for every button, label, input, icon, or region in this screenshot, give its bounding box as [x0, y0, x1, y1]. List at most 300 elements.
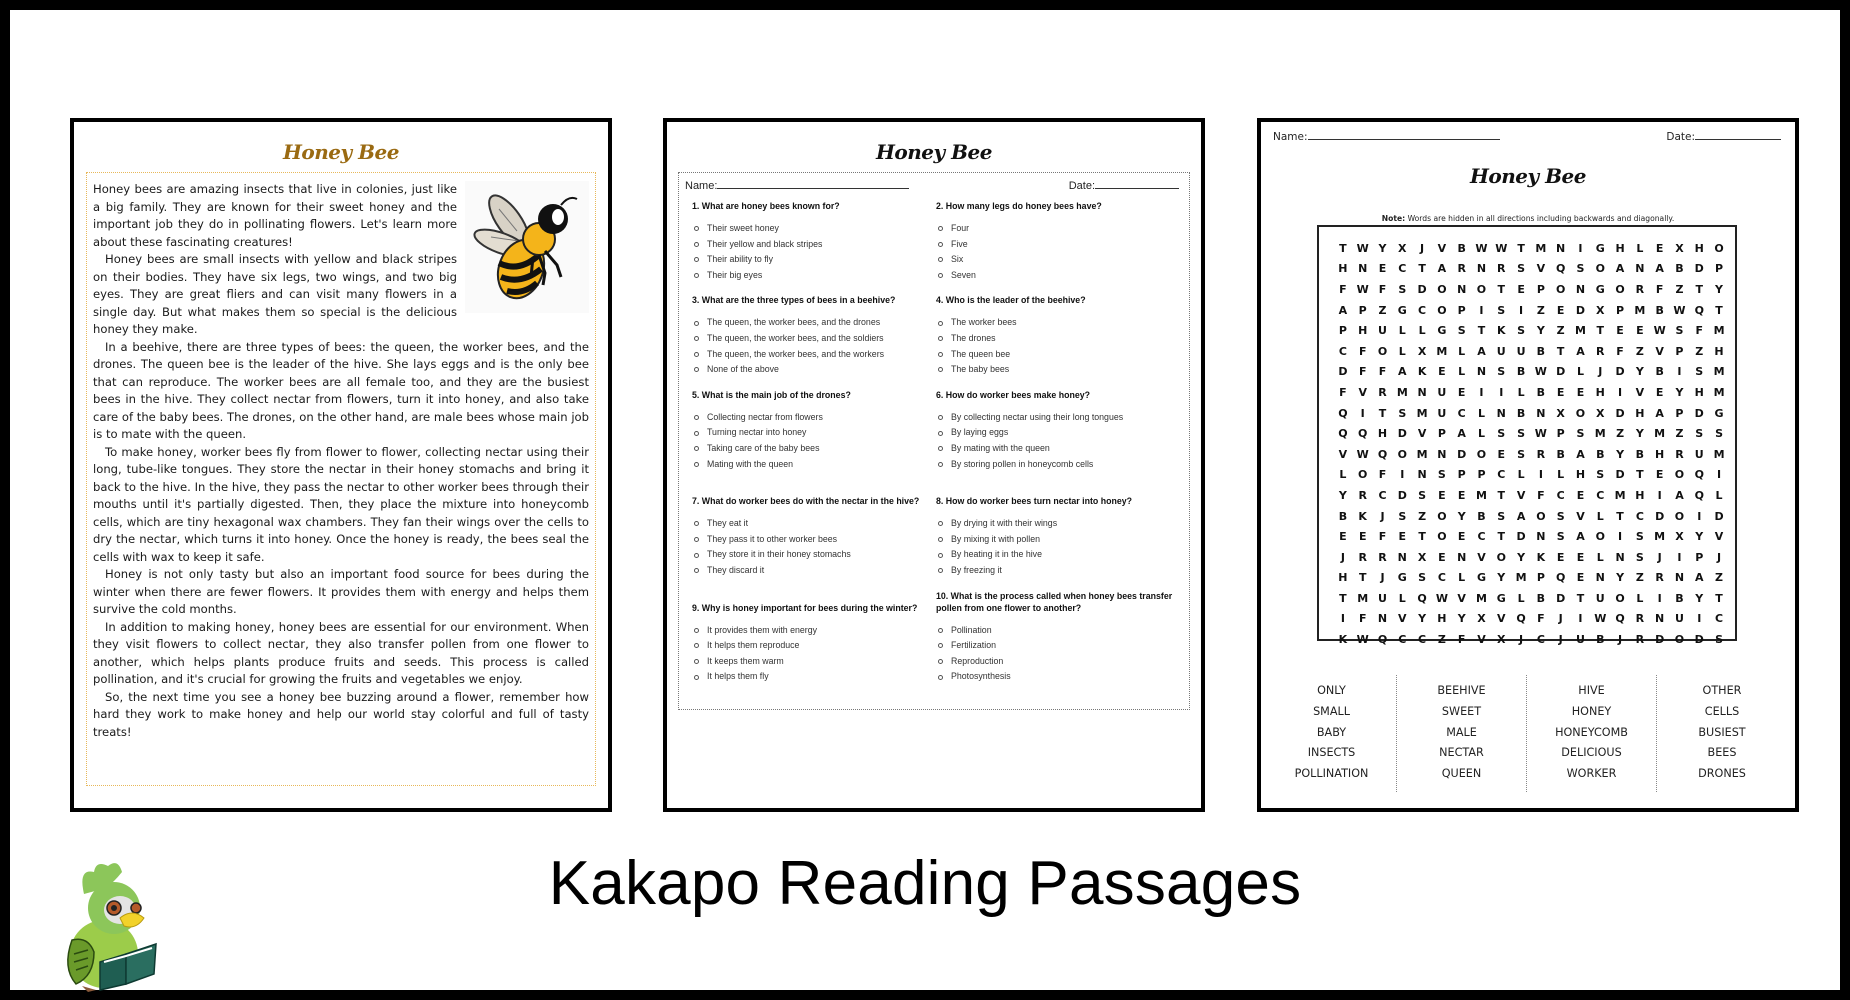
question-9 [692, 590, 936, 685]
honey-bee-illustration [465, 181, 589, 313]
radio-circle-icon [694, 675, 699, 680]
wordsearch-letter: D [1615, 406, 1625, 420]
wordsearch-letter: P [1457, 468, 1466, 482]
wordsearch-letter: E [1616, 324, 1624, 338]
answer-option: The queen, the worker bees, and the drones [692, 315, 936, 331]
wordsearch-letter: W [1653, 324, 1666, 338]
wordsearch-letter: A [1615, 262, 1625, 276]
wordsearch-letter: Y [1635, 365, 1644, 379]
wordsearch-letter: P [1536, 571, 1545, 585]
wordsearch-letter: T [1339, 591, 1347, 605]
wordsearch-letter: D [1397, 427, 1407, 441]
wordsearch-letter: Q [1694, 303, 1704, 317]
wordsearch-letter: O [1536, 509, 1546, 523]
wordsearch-letter: K [1358, 509, 1367, 523]
wordsearch-letter: E [1655, 241, 1664, 255]
word-bank-word: WORKER [1566, 767, 1617, 781]
wordsearch-letter: S [1517, 324, 1526, 338]
wordsearch-letter: N [1536, 406, 1546, 420]
word-bank-word: HONEYCOMB [1555, 725, 1628, 739]
bee-icon [465, 181, 589, 313]
wordsearch-letter: W [1356, 282, 1369, 296]
wordsearch-letter: V [1437, 241, 1447, 255]
wordsearch-letter: M [1614, 488, 1626, 502]
date-label: Date: [1666, 131, 1695, 143]
word-bank-word: OTHER [1702, 684, 1742, 697]
wordsearch-letter: R [1596, 344, 1605, 358]
wordsearch-row [1333, 547, 1735, 568]
wordsearch-letter: E [1655, 385, 1664, 399]
wordsearch-letter: K [1497, 324, 1506, 338]
wordsearch-letter: L [1557, 468, 1565, 482]
wordsearch-letter: N [1655, 612, 1665, 626]
wordsearch-letter: A [1457, 427, 1466, 441]
wordsearch-letter: M [1654, 530, 1666, 544]
quiz-title: Honey Bee [876, 140, 992, 164]
wordsearch-letter: V [1516, 488, 1526, 502]
wordsearch-letter: X [1556, 406, 1565, 420]
wordsearch-letter: Q [1516, 612, 1526, 626]
wordsearch-letter: N [1635, 262, 1645, 276]
wordsearch-letter: Q [1358, 427, 1368, 441]
wordsearch-letter: Z [1635, 344, 1644, 358]
question-text: 5. What is the main job of the drones? [692, 389, 851, 400]
wordsearch-letter: W [1673, 303, 1686, 317]
wordsearch-letter: X [1675, 530, 1684, 544]
word-bank-word: NECTAR [1439, 746, 1484, 760]
wordsearch-letter: W [1534, 365, 1547, 379]
wordsearch-letter: T [1715, 591, 1723, 605]
wordsearch-letter: U [1437, 406, 1447, 420]
wordsearch-letter: O [1714, 241, 1724, 255]
answer-option: Six [936, 252, 1186, 268]
wordsearch-letter: X [1675, 241, 1684, 255]
radio-circle-icon [694, 568, 699, 573]
wordsearch-letter: B [1457, 241, 1466, 255]
question-text: 10. What is the process called when honey bees transfer pollen from one flower to another? [936, 590, 1173, 613]
wordsearch-letter: T [1358, 571, 1367, 585]
wordsearch-letter: E [1576, 488, 1585, 502]
wordsearch-letter: S [1517, 427, 1526, 441]
wordsearch-letter: S [1517, 262, 1526, 276]
wordsearch-letter: L [1596, 550, 1604, 564]
wordsearch-letter: O [1476, 447, 1487, 461]
wordsearch-letter: T [1497, 488, 1506, 502]
wordsearch-letter: E [1339, 530, 1347, 544]
wordsearch-letter: B [1536, 591, 1546, 605]
wordsearch-letter: G [1397, 303, 1407, 317]
word-bank-word: POLLINATION [1294, 767, 1369, 781]
wordsearch-letter: U [1378, 324, 1387, 338]
wordsearch-letter: O [1437, 530, 1447, 544]
radio-circle-icon [694, 242, 699, 247]
wordsearch-letter: X [1417, 344, 1427, 358]
wordsearch-letter: D [1694, 406, 1704, 420]
wordsearch-letter: N [1457, 282, 1467, 296]
wordsearch-letter: E [1457, 530, 1466, 544]
wordsearch-letter: E [1398, 530, 1407, 544]
answer-option: It helps them reproduce [692, 638, 936, 654]
wordsearch-letter: F [1378, 530, 1387, 544]
wordsearch-letter: Y [1457, 612, 1466, 626]
radio-circle-icon [694, 367, 699, 372]
word-bank-word: SMALL [1313, 704, 1350, 718]
answer-option: Collecting nectar from flowers [692, 410, 936, 426]
wordsearch-letter: A [1576, 344, 1585, 358]
word-bank-word: DELICIOUS [1561, 746, 1622, 760]
wordsearch-letter: I [1677, 365, 1682, 379]
wordsearch-letter: S [1715, 427, 1723, 441]
wordsearch-letter: T [1497, 282, 1506, 296]
wordsearch-letter: B [1338, 509, 1348, 523]
name-field [685, 179, 909, 192]
wordsearch-letter: I [1618, 385, 1623, 399]
wordsearch-letter: F [1655, 282, 1664, 296]
name-label: Name: [1273, 131, 1308, 143]
wordsearch-letter: H [1338, 262, 1348, 276]
wordsearch-letter: M [1476, 591, 1487, 605]
wordsearch-letter: W [1475, 241, 1488, 255]
radio-circle-icon [938, 568, 943, 573]
wordsearch-letter: V [1338, 447, 1348, 461]
word-bank [1267, 675, 1787, 792]
wordsearch-letter: E [1517, 282, 1525, 296]
wordsearch-note [1261, 214, 1795, 223]
wordsearch-letter: Z [1536, 303, 1545, 317]
wordsearch-letter: S [1497, 365, 1506, 379]
wordsearch-letter: O [1377, 344, 1388, 358]
wordsearch-letter: Y [1457, 509, 1466, 523]
radio-circle-icon [938, 659, 943, 664]
wordsearch-letter: C [1437, 571, 1446, 585]
wordsearch-letter: I [1400, 468, 1405, 482]
answer-option: By drying it with their wings [936, 516, 1186, 532]
wordsearch-letter: S [1715, 633, 1723, 647]
radio-circle-icon [938, 643, 943, 648]
wordsearch-letter: E [1438, 488, 1446, 502]
wordsearch-letter: M [1713, 365, 1725, 379]
wordsearch-letter: E [1457, 385, 1466, 399]
wordsearch-letter: G [1397, 571, 1407, 585]
word-bank-column [1657, 675, 1787, 792]
word-bank-word: BEEHIVE [1437, 684, 1486, 697]
wordsearch-letter: D [1457, 447, 1467, 461]
wordsearch-letter: V [1477, 550, 1486, 564]
question-3 [692, 294, 936, 377]
wordsearch-letter: R [1655, 571, 1664, 585]
wordsearch-letter: Q [1377, 447, 1388, 461]
wordsearch-letter: H [1437, 612, 1447, 626]
wordsearch-letter: G [1714, 406, 1724, 420]
radio-circle-icon [694, 628, 699, 633]
wordsearch-letter: F [1378, 365, 1387, 379]
wordsearch-row [1333, 341, 1735, 362]
wordsearch-letter: L [1477, 406, 1485, 420]
radio-circle-icon [938, 257, 943, 262]
word-bank-word: HIVE [1578, 684, 1605, 697]
radio-circle-icon [938, 537, 943, 542]
wordsearch-letter: S [1695, 365, 1704, 379]
wordsearch-letter: A [1655, 262, 1664, 276]
wordsearch-letter: U [1694, 447, 1704, 461]
wordsearch-row [1333, 568, 1735, 589]
wordsearch-letter: M [1416, 447, 1428, 461]
wordsearch-letter: M [1654, 427, 1666, 441]
answer-option: Fertilization [936, 638, 1186, 654]
wordsearch-letter: E [1636, 324, 1644, 338]
wordsearch-row [1333, 382, 1735, 403]
wordsearch-letter: F [1537, 488, 1545, 502]
wordsearch-letter: W [1534, 427, 1547, 441]
wordsearch-letter: I [1479, 385, 1484, 399]
wordsearch-letter: E [1358, 530, 1367, 544]
wordsearch-letter: D [1516, 530, 1526, 544]
wordsearch-letter: J [1657, 550, 1662, 564]
wordsearch-letter: S [1497, 427, 1506, 441]
wordsearch-letter: A [1694, 571, 1704, 585]
wordsearch-letter: A [1398, 365, 1407, 379]
answer-option: The queen bee [936, 347, 1186, 363]
wordsearch-row [1333, 588, 1735, 609]
answer-option: Their yellow and black stripes [692, 237, 936, 253]
date-label: Date: [1068, 180, 1095, 192]
wordsearch-letter: A [1516, 509, 1526, 523]
wordsearch-letter: A [1675, 488, 1684, 502]
wordsearch-letter: L [1458, 571, 1466, 585]
wordsearch-row [1333, 403, 1735, 424]
wordsearch-letter: F [1537, 612, 1545, 626]
wordsearch-letter: A [1576, 530, 1585, 544]
wordsearch-letter: F [1358, 344, 1367, 358]
wordsearch-letter: Z [1418, 509, 1427, 523]
wordsearch-letter: V [1536, 262, 1546, 276]
answer-option: They store it in their honey stomachs [692, 547, 936, 563]
wordsearch-letter: J [1558, 633, 1563, 647]
wordsearch-letter: V [1714, 530, 1724, 544]
radio-circle-icon [938, 462, 943, 467]
wordsearch-letter: X [1596, 406, 1605, 420]
wordsearch-letter: R [1378, 550, 1387, 564]
answer-option: By heating it in the hive [936, 547, 1186, 563]
wordsearch-letter: O [1358, 468, 1368, 482]
question-4 [936, 294, 1186, 377]
word-bank-word: DRONES [1698, 767, 1746, 781]
wordsearch-letter: B [1675, 262, 1684, 276]
wordsearch-letter: I [1657, 488, 1662, 502]
date-field [1666, 130, 1781, 143]
wordsearch-letter: A [1437, 262, 1447, 276]
word-bank-word: HONEY [1571, 704, 1612, 718]
wordsearch-letter: F [1695, 324, 1703, 338]
wordsearch-letter: T [1596, 324, 1605, 338]
wordsearch-letter: M [1476, 488, 1487, 502]
wordsearch-letter: L [1636, 241, 1644, 255]
wordsearch-grid [1317, 225, 1737, 647]
wordsearch-letter: U [1516, 344, 1526, 358]
canvas [10, 10, 1840, 990]
wordsearch-title: Honey Bee [1470, 164, 1586, 188]
wordsearch-letter: W [1435, 591, 1448, 605]
wordsearch-letter: R [1358, 550, 1367, 564]
radio-circle-icon [938, 446, 943, 451]
answer-option: Taking care of the baby bees [692, 441, 936, 457]
wordsearch-letter: U [1437, 385, 1447, 399]
wordsearch-letter: F [1457, 633, 1466, 647]
answer-option: They discard it [692, 563, 936, 579]
wordsearch-letter: C [1715, 612, 1724, 626]
question-5 [692, 389, 936, 472]
wordsearch-letter: D [1556, 591, 1566, 605]
wordsearch-row [1333, 423, 1735, 444]
wordsearch-row [1333, 465, 1735, 486]
wordsearch-letter: G [1476, 571, 1486, 585]
wordsearch-letter: F [1378, 282, 1387, 296]
wordsearch-letter: Y [1675, 385, 1684, 399]
question-text: 4. Who is the leader of the beehive? [936, 295, 1086, 306]
wordsearch-letter: E [1438, 365, 1446, 379]
radio-circle-icon [938, 628, 943, 633]
passage-paragraph: In addition to making honey, honey bees are essential for our environment. When they visit flowers to collect nectar, they also transfer pollen from one flower to another, which helps plants produce fruits and seeds. This process is called pollination, and it's crucial for growing the fruits and vegetables we enjoy. [93, 619, 589, 686]
wordsearch-row [1333, 485, 1735, 506]
answer-option: Seven [936, 268, 1186, 284]
wordsearch-row [1333, 300, 1735, 321]
answer-option: Pollination [936, 623, 1186, 639]
wordsearch-letter: Z [1616, 427, 1625, 441]
wordsearch-letter: L [1636, 591, 1644, 605]
answer-option: Mating with the queen [692, 457, 936, 473]
radio-circle-icon [938, 336, 943, 341]
wordsearch-letter: X [1596, 303, 1605, 317]
wordsearch-letter: N [1575, 282, 1586, 296]
wordsearch-letter: U [1595, 591, 1605, 605]
wordsearch-letter: S [1556, 509, 1565, 523]
wordsearch-letter: C [1477, 530, 1486, 544]
answer-option: By laying eggs [936, 425, 1186, 441]
wordsearch-row [1333, 238, 1735, 259]
wordsearch-letter: S [1497, 509, 1506, 523]
word-bank-word: BUSIEST [1698, 725, 1746, 739]
wordsearch-letter: B [1477, 509, 1486, 523]
wordsearch-letter: T [1695, 282, 1703, 296]
wordsearch-letter: L [1458, 344, 1466, 358]
wordsearch-letter: N [1595, 571, 1605, 585]
wordsearch-letter: B [1596, 447, 1605, 461]
wordsearch-letter: L [1477, 427, 1485, 441]
wordsearch-letter: S [1675, 324, 1684, 338]
wordsearch-letter: R [1635, 612, 1645, 626]
answer-option: The queen, the worker bees, and the workers [692, 347, 936, 363]
answer-option: Reproduction [936, 654, 1186, 670]
wordsearch-letter: J [1716, 550, 1722, 564]
wordsearch-letter: B [1655, 303, 1664, 317]
wordsearch-letter: V [1358, 385, 1367, 399]
wordsearch-letter: V [1398, 612, 1407, 626]
question-text: 8. How do worker bees turn nectar into honey? [936, 496, 1133, 507]
wordsearch-letter: B [1536, 385, 1546, 399]
wordsearch-letter: V [1655, 344, 1664, 358]
radio-circle-icon [694, 431, 699, 436]
wordsearch-letter: V [1576, 509, 1585, 523]
passage-text [93, 181, 589, 741]
wordsearch-letter: P [1675, 344, 1684, 358]
wordsearch-letter: G [1595, 241, 1605, 255]
wordsearch-letter: I [1340, 612, 1345, 626]
wordsearch-letter: F [1358, 612, 1367, 626]
wordsearch-letter: Y [1616, 571, 1625, 585]
answer-option: The drones [936, 331, 1186, 347]
wordsearch-letter: E [1576, 385, 1585, 399]
wordsearch-letter: Y [1497, 571, 1506, 585]
wordsearch-letter: M [1357, 591, 1369, 605]
wordsearch-row [1333, 629, 1735, 650]
quiz-page-preview [663, 118, 1205, 812]
wordsearch-letter: D [1417, 282, 1427, 296]
wordsearch-row [1333, 526, 1735, 547]
passage-box [86, 172, 596, 786]
wordsearch-letter: I [1519, 303, 1524, 317]
word-bank-word: BEES [1707, 746, 1737, 760]
wordsearch-letter: Z [1635, 571, 1644, 585]
wordsearch-letter: Y [1616, 447, 1625, 461]
wordsearch-letter: N [1615, 550, 1625, 564]
wordsearch-letter: D [1694, 262, 1704, 276]
answer-option: It helps them fly [692, 669, 936, 685]
wordsearch-letter: O [1437, 282, 1447, 296]
word-bank-word: ONLY [1317, 684, 1346, 697]
brand-title: Kakapo Reading Passages [548, 849, 1302, 918]
word-bank-column [1397, 675, 1527, 792]
radio-circle-icon [938, 521, 943, 526]
wordsearch-letter: O [1595, 262, 1605, 276]
word-bank-word: CELLS [1704, 704, 1740, 718]
wordsearch-letter: V [1417, 427, 1427, 441]
wordsearch-letter: T [1715, 303, 1723, 317]
wordsearch-row [1333, 279, 1735, 300]
wordsearch-letter: X [1398, 241, 1407, 255]
question-text: 9. Why is honey important for bees during the winter? [692, 602, 918, 613]
date-field [1069, 179, 1179, 192]
radio-circle-icon [694, 521, 699, 526]
wordsearch-letter: A [1576, 447, 1585, 461]
wordsearch-letter: D [1338, 365, 1348, 379]
wordsearch-letter: N [1536, 530, 1546, 544]
wordsearch-letter: E [1556, 550, 1565, 564]
radio-circle-icon [694, 643, 699, 648]
name-label: Name: [685, 180, 718, 192]
wordsearch-letter: L [1517, 591, 1525, 605]
radio-circle-icon [938, 675, 943, 680]
word-bank-word: BABY [1316, 725, 1347, 739]
wordsearch-row [1333, 506, 1735, 527]
wordsearch-letter: P [1536, 282, 1545, 296]
quiz-box [678, 172, 1190, 710]
wordsearch-letter: N [1674, 571, 1685, 585]
wordsearch-letter: S [1398, 406, 1407, 420]
passage-paragraph: So, the next time you see a honey bee buzzing around a flower, remember how hard they work to make honey and help our world stay colorful and full of tasty treats! [93, 689, 589, 739]
answer-option: By mating with the queen [936, 441, 1186, 457]
wordsearch-letter: Q [1338, 427, 1348, 441]
wordsearch-letter: B [1596, 633, 1605, 647]
wordsearch-letter: F [1358, 365, 1367, 379]
wordsearch-letter: Z [1675, 282, 1684, 296]
wordsearch-letter: U [1674, 612, 1684, 626]
wordsearch-letter: T [1517, 241, 1525, 255]
wordsearch-letter: R [1635, 633, 1645, 647]
wordsearch-letter: Z [1695, 344, 1704, 358]
wordsearch-letter: L [1715, 488, 1723, 502]
note-text: Words are hidden in all directions including backwards and diagonally. [1405, 214, 1675, 223]
wordsearch-letter: O [1437, 509, 1447, 523]
